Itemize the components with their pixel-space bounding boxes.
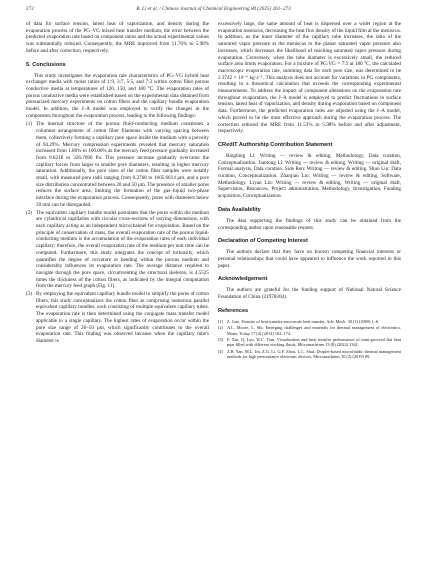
- competing-interest-paragraph: The authors declare that they have no known competing financial interests or personal relationships that could have appeared to influence the work reported in this paper.: [218, 249, 401, 269]
- references-heading: References: [218, 307, 249, 314]
- finding-continuation: excessively large, the same amount of heat is dispersed over a wider region at the evaporation meniscus, decreasing the heat flux density of the liquid film at the meniscus. In addition, as the inner diameter of the capillary tube increases, the ratio of the saturated vapor pressure at the meniscus to the planar saturated vapor pressure also increases, which decreases the likelihood of reaching saturated vapor pressure during evaporation. Conversely, when the tube diameter is excessively small, the reduced surface area limits evaporation. For a mixture of PG:VG = 7:3 at 180 °C, the calculated macroscopic evaporation rate, summing data for each pore size, was determined to be 2.3742 × 10⁻⁶ kg·s⁻¹. This analysis does not account for variations in PG components, resulting in a theoretical calculation that exceeds the corresponding experimental measurements. To address the impact of component alterations on the evaporation rate throughout evaporation, the J–A model is employed to predict fluctuations in surface tension, latent heat of vaporization, and density during evaporation based on component data. Furthermore, the predicted evaporation rates are adjusted using the J–A model, which proved to be the most effective approach during the evaporation process. The correction reduced the MRE from 11.53% to 5.98% before and after adjustment, respectively.: [218, 21, 401, 135]
- data-availability-paragraph: The data supporting the findings of this study can be obtained from the corresponding author upon reasonable request.: [218, 217, 401, 231]
- competing-interest-heading: Declaration of Competing Interest: [218, 238, 308, 245]
- reference-number: [2]: [218, 325, 224, 331]
- page-number: 272: [26, 6, 34, 12]
- conclusions-heading: 5. Conclusions: [26, 61, 66, 68]
- reference-item: [218, 319, 401, 324]
- credit-paragraph: Bingbing Li: Writing — review & editing, Methodology, Data curation, Conceptualization. Jiantong Li: Writing — review & editing, Writing — original draft, Formal analysis, Data curation. Side Ren: Writing — review & editing. Shuo Liu: Data curation, Conceptualization. Zhanjian Liu: Writing — review & editing, Software, Methodology. Liyan Liu: Writing — review & editing, Writing — original draft, Supervision, Resources, Project administration, Methodology, Investigation, Funding acquisition, Conceptualization.: [218, 152, 401, 200]
- reference-number: [3]: [218, 337, 224, 343]
- acknowledgement-paragraph: The authors are grateful for the funding support of National Natural Science Foundation of China (21978204).: [218, 287, 401, 301]
- reference-number: [4]: [218, 348, 224, 354]
- finding-number: (2): [26, 209, 32, 216]
- finding-item: [26, 291, 209, 345]
- findings-list: [26, 121, 209, 344]
- credit-heading: CRediT Authorship Contribution Statement: [218, 141, 333, 148]
- intro-paragraph: of data for surface tension, latent heat of vaporization, and density during the evaporation process of the PG–VG mixed heat transfer medium, the error between the predicted evaporation rate based on component ratios and the actual experimental values was substantially reduced. Consequently, the MRE improved from 11.76% to 5.98% before and after correction, respectively.: [26, 21, 209, 54]
- data-availability-heading: Data Availability: [218, 206, 261, 213]
- reference-text: Z.B. Yan, M.L. Jin, Z.G. Li, G.F. Zhou, L.L. Shui, Droplet-based microfluidic thermal management methods for high performance electronic devices, Micromachines 10 (2) (2019) 89.: [227, 348, 401, 360]
- running-header: [26, 6, 401, 16]
- reference-item: [218, 337, 401, 348]
- reference-text: A.L. Moore, L. Shi, Emerging challenges and materials for thermal management of electronics, Mater. Today 17 (4) (2014) 163–174.: [227, 325, 401, 336]
- journal-citation: B. Li et al. / Chinese Journal of Chemical Engineering 80 (2025) 261–273: [136, 6, 291, 12]
- left-column: [26, 21, 209, 346]
- finding-item: [26, 121, 209, 208]
- reference-number: [1]: [218, 318, 224, 324]
- finding-text: The internal structure of the porous fluid-conducting medium constitutes a columnar arrangement of cotton fiber filaments with varying spacing between them, collectively forming a capillary pore space inside the medium with a porosity of 94.29%. Mercury compression experiments revealed that mercury saturation increased from 1.80% to 100.00% as the mercury feed pressure gradually increased from 0.6218 to 326.7090 Pa. This pressure increase gradually overcame the capillary forces from larger to smaller pore diameters, resulting in higher mercury saturation. Additionally, the pore sizes of the cotton fiber samples were notably small, with measured pore radii ranging from 0.2768 to 1605.6614 μm, and a pore size distribution concentrated between 20 and 50 μm. The presence of smaller pores reduces the surface area, limiting the formation of the gas–liquid two-phase interface during the evaporation process. Consequently, pores with diameters below 20 mm can be disregarded.: [36, 121, 209, 208]
- finding-text: By employing the equivalent capillary bundle model to simplify the pores of cotton fibers, this study conceptualizes the cotton fiber as comprising numerous parallel equivalent capillary bundles, each consisting of multiple equivalent capillary tubes. The evaporation rate is then determined using the conjugate mass transfer model applicable to a single capillary. The highest rates of evaporation occur within the pore size range of 20–50 μm, which significantly contributes to the overall evaporation rate. This finding was observed because when the capillary tube's diameter is: [36, 291, 209, 344]
- finding-number: (1): [26, 121, 32, 128]
- right-column: [218, 21, 401, 361]
- reference-item: [218, 349, 401, 360]
- finding-number: (3): [26, 291, 32, 298]
- reference-item: [218, 325, 401, 336]
- reference-text: F. Xin, Q. Lyu, W.C. Tian, Visualization and heat transfer performance of mini-grooved flat heat pipe filled with different working fluids, Micromachines 13 (8) (2022) 1341.: [227, 337, 401, 348]
- acknowledgement-heading: Acknowledgement: [218, 276, 268, 283]
- conclusions-paragraph: This study investigates the evaporation rate characteristics of PG–VG hybrid heat exchanger media with molar ratios of 1:9, 3:7, 5:5, and 7:3 within cotton fiber porous conductive media at temperatures of 120, 150, and 180 °C. The evaporation rates of porous conductive media were established based on the experimental data obtained from pressurized mercury experiments on cotton fibers and the capillary bundle evaporation model. In addition, the J–A model was employed to verify the changes in the components throughout the evaporation process, leading to the following findings:: [26, 72, 209, 119]
- finding-text: The equivalent capillary bundle model postulates that the pores within the medium are cylindrical capillaries with circular cross-sections of varying dimensions, with each capillary acting as an independent microchannel for evaporation. Based on the principle of conservation of mass, the overall evaporation rate of the porous liquid-conducting medium is the accumulation of the evaporation rates of each individual capillary; therefore, the overall evaporation rate of the medium per unit time can be computed. Furthermore, this study integrates the concept of tortuosity, which quantifies the degree of curvature or bending within the porous medium and considerably influences its evaporation rate. The average distance required to navigate through the pore space, circumventing the structural skeleton, is 4.5525 times the thickness of the cotton fibers, as indicated by the integral computation from the mercury feed graph (Fig. 11).: [36, 209, 209, 290]
- references-list: [218, 319, 401, 360]
- reference-text: Z. Guo, Frontier of heat transfer-microscale heat transfer, Adv. Mech. 30 (1) (2000) 1–6.: [227, 318, 380, 324]
- finding-item: [26, 210, 209, 290]
